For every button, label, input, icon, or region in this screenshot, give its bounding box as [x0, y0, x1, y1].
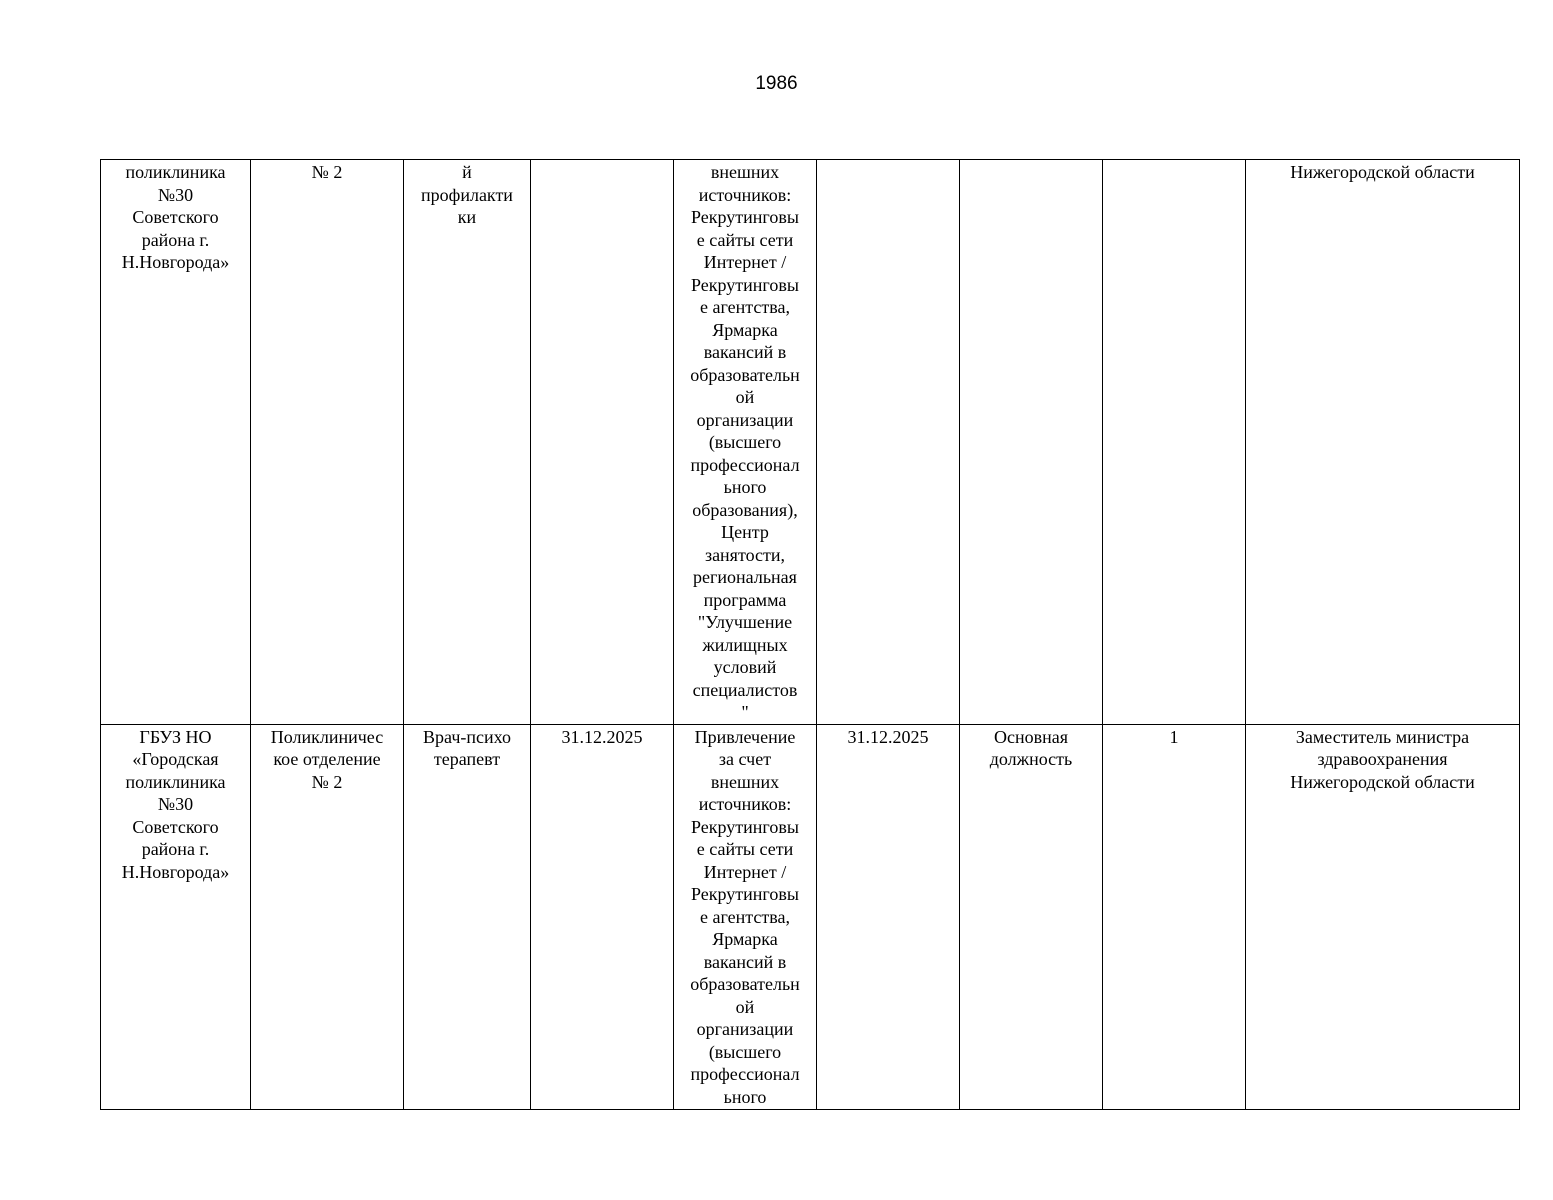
cell-count: 1: [1103, 724, 1246, 1109]
cell-position: й профилакти ки: [404, 160, 531, 725]
cell-deadline: [817, 160, 960, 725]
cell-count: [1103, 160, 1246, 725]
cell-department: Поликлиничес кое отделение № 2: [251, 724, 404, 1109]
cell-employment-type: [960, 160, 1103, 725]
table-row: [101, 724, 1520, 1109]
document-table: [100, 159, 1520, 1110]
cell-organization: поликлиника №30 Советского района г. Н.Новгорода»: [101, 160, 251, 725]
page-number: 1986: [755, 73, 798, 94]
cell-organization: ГБУЗ НО «Городская поликлиника №30 Советского района г. Н.Новгорода»: [101, 724, 251, 1109]
cell-responsible: Заместитель министра здравоохранения Нижегородской области: [1246, 724, 1520, 1109]
cell-responsible: Нижегородской области: [1246, 160, 1520, 725]
cell-department: № 2: [251, 160, 404, 725]
cell-employment-type: Основная должность: [960, 724, 1103, 1109]
cell-date: 31.12.2025: [531, 724, 674, 1109]
table-row: [101, 160, 1520, 725]
cell-position: Врач-психо терапевт: [404, 724, 531, 1109]
cell-recruitment-method: внешних источников: Рекрутинговы е сайты сети Интернет / Рекрутинговы е агентства, Ярмарка вакансий в образовательн ой организации (высшего профессионал ьного образования), Центр занятости, региональная программа "Улучшение жилищных условий специалистов ": [674, 160, 817, 725]
cell-date: [531, 160, 674, 725]
cell-recruitment-method: Привлечение за счет внешних источников: Рекрутинговы е сайты сети Интернет / Рекрутинговы е агентства, Ярмарка вакансий в образовательн ой организации (высшего профессионал ьного: [674, 724, 817, 1109]
cell-deadline: 31.12.2025: [817, 724, 960, 1109]
